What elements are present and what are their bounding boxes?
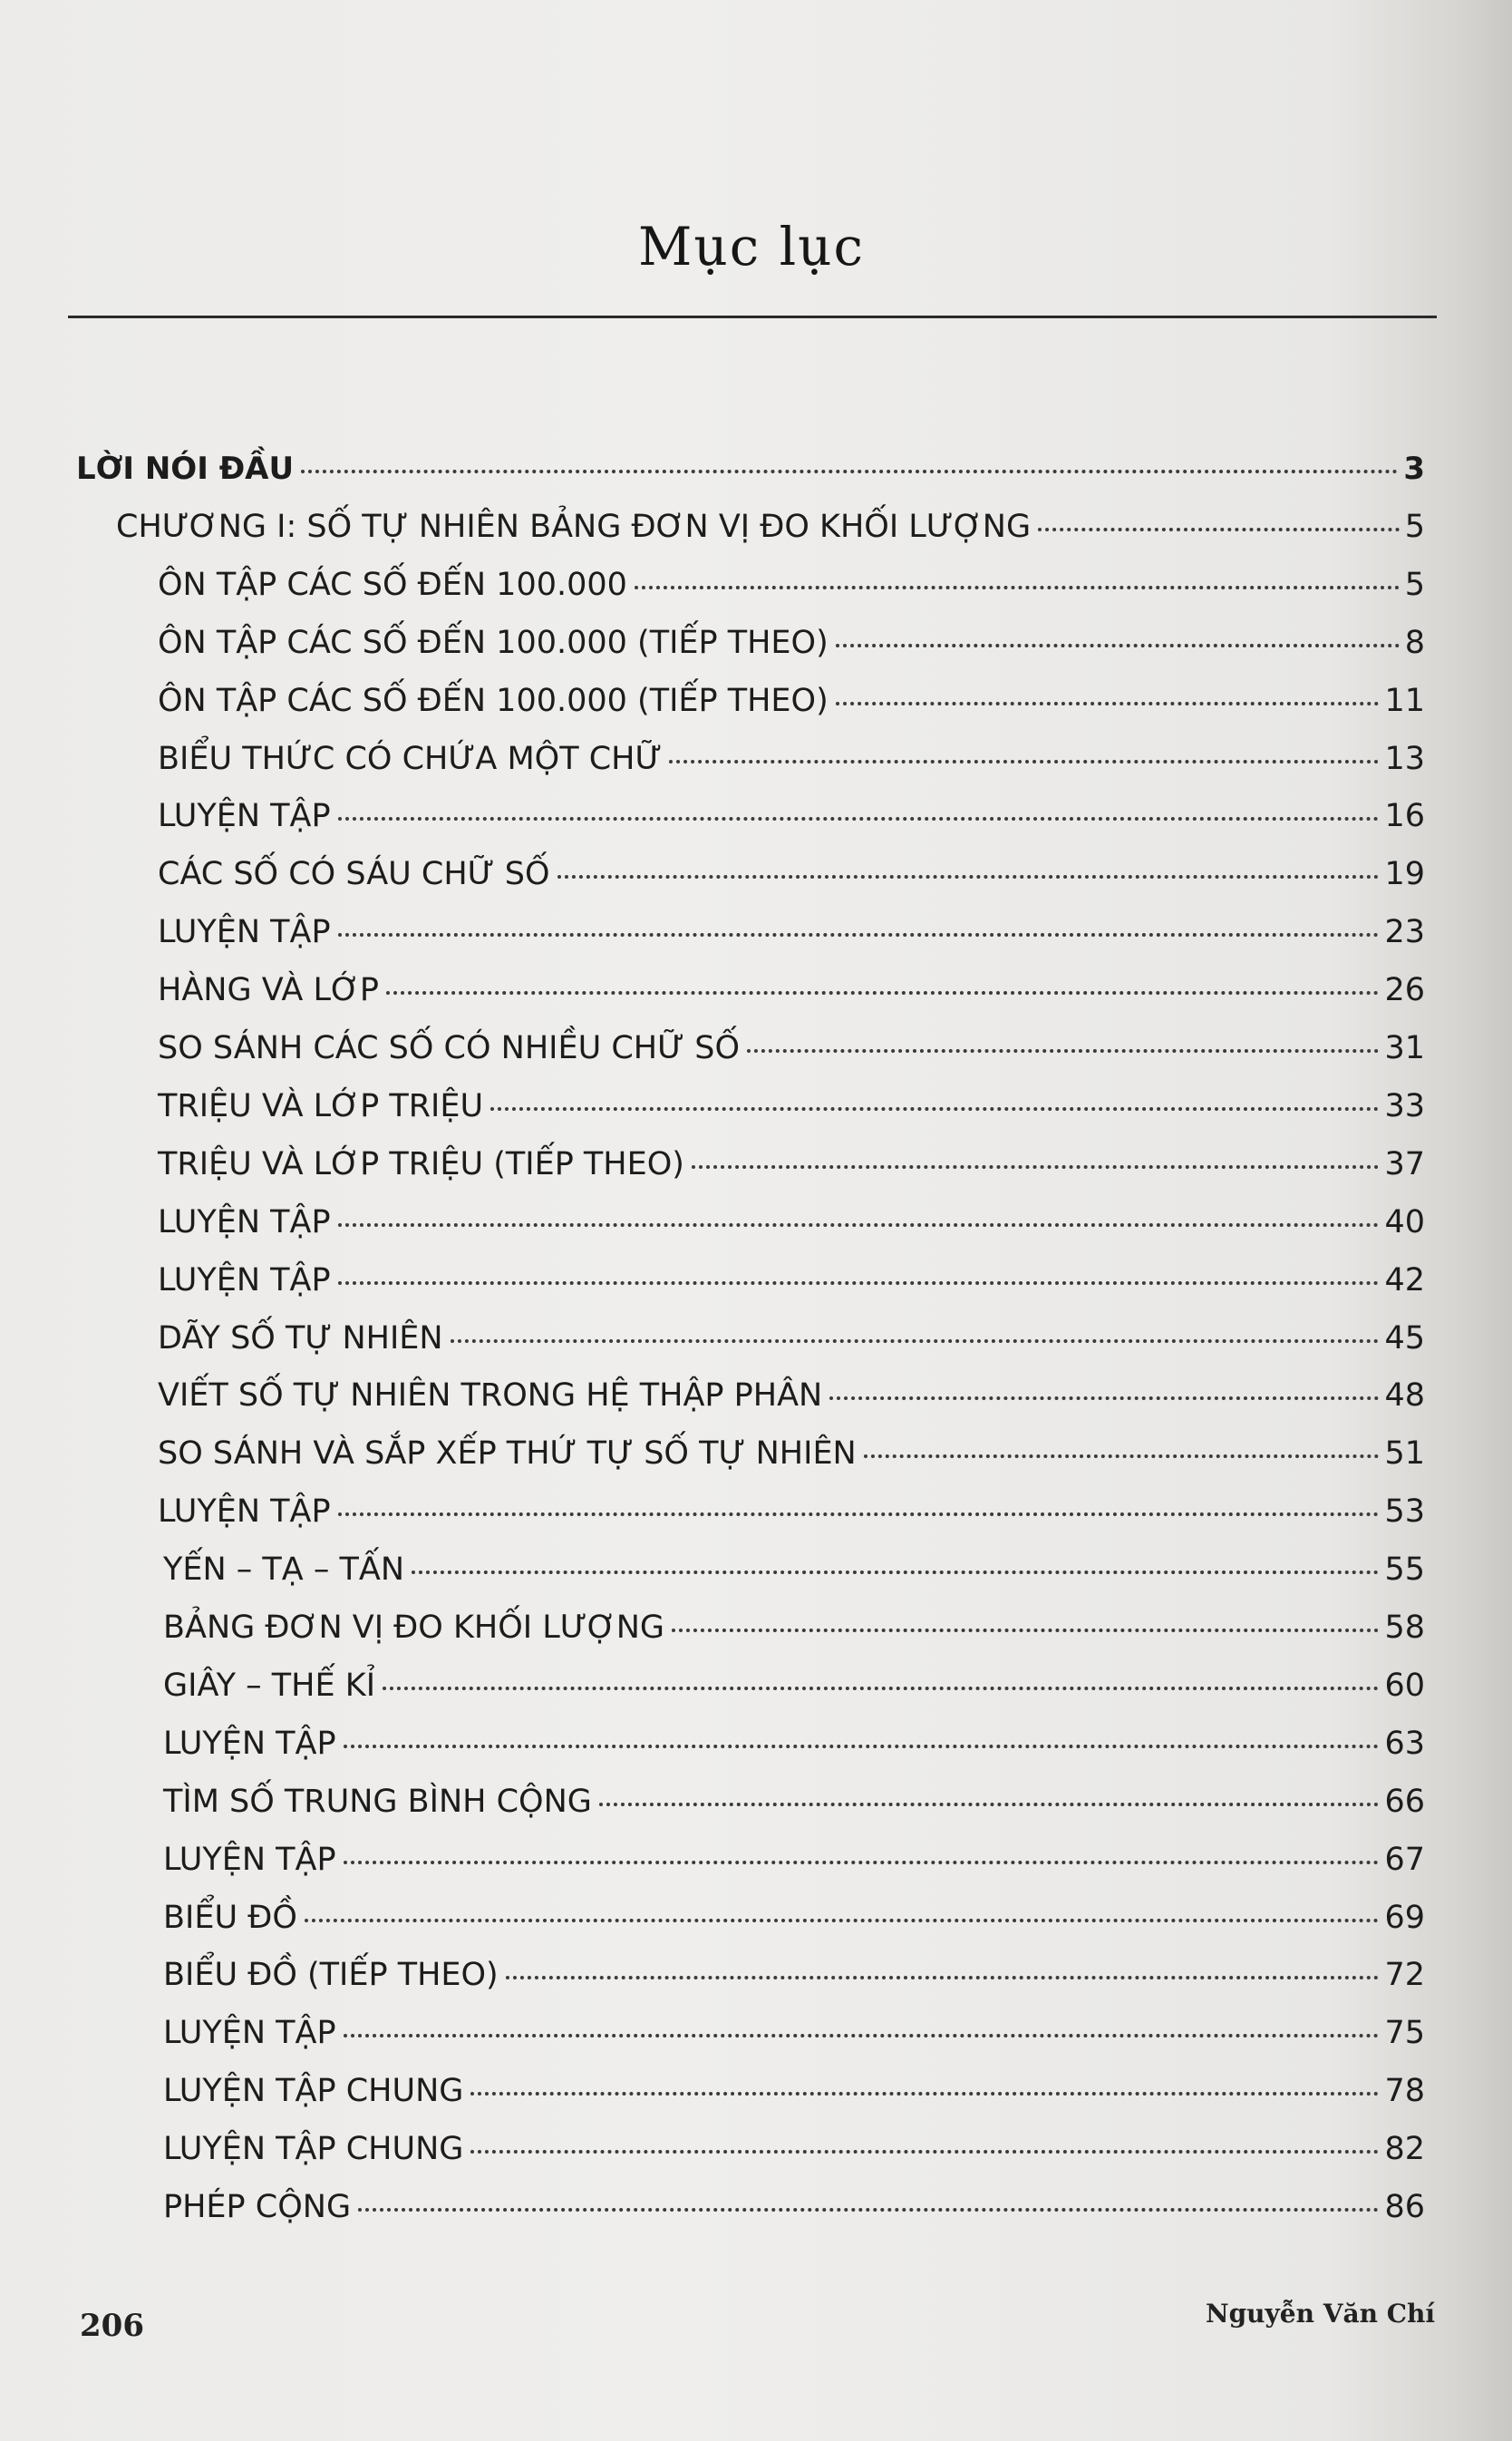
toc-entry-page: 55: [1384, 1551, 1425, 1589]
dot-leader: [692, 1165, 1380, 1169]
toc-entry: [76, 442, 1425, 495]
toc-entry: [158, 675, 1425, 727]
toc-entry-page: 45: [1384, 1319, 1425, 1357]
dot-leader: [301, 470, 1398, 473]
toc-entry-page: 5: [1404, 508, 1425, 545]
toc-entry-page: 78: [1384, 2073, 1425, 2110]
dot-leader: [672, 1629, 1379, 1632]
toc-entry: [158, 790, 1425, 842]
toc-entry: [163, 2181, 1425, 2233]
toc-entry: [158, 964, 1425, 1016]
toc-entry-page: 40: [1384, 1203, 1425, 1240]
dot-leader: [383, 1687, 1379, 1690]
toc-entry: [158, 906, 1425, 958]
toc-entry-title: TRIỆU VÀ LỚP TRIỆU (TIẾP THEO): [158, 1145, 684, 1182]
toc-entry-page: 26: [1384, 972, 1425, 1009]
toc-entry-title: BẢNG ĐƠN VỊ ĐO KHỐI LƯỢNG: [163, 1610, 665, 1646]
toc-entry-title: DÃY SỐ TỰ NHIÊN: [158, 1319, 443, 1357]
toc-entry-page: 60: [1384, 1667, 1425, 1704]
toc-entry-page: 31: [1384, 1030, 1425, 1066]
toc-entry-title: LUYỆN TẬP: [158, 1203, 331, 1240]
toc-entry-page: 51: [1384, 1435, 1425, 1473]
dot-leader: [470, 2092, 1379, 2096]
toc-entry: [163, 2123, 1425, 2175]
toc-entry-title: LUYỆN TẬP: [163, 2015, 336, 2052]
dot-leader: [338, 1281, 1380, 1285]
dot-leader: [1038, 528, 1400, 531]
toc-entry: [163, 1543, 1425, 1596]
toc-entry: [163, 1949, 1425, 2001]
dot-leader: [836, 702, 1380, 705]
toc-entry: [158, 1138, 1425, 1191]
toc-entry-page: 33: [1384, 1087, 1425, 1124]
toc-entry-page: 23: [1384, 914, 1425, 951]
dot-leader: [747, 1049, 1379, 1053]
toc-entry: [116, 501, 1425, 553]
toc-entry-title: TRIỆU VÀ LỚP TRIỆU: [158, 1087, 484, 1124]
toc-entry-page: 13: [1384, 740, 1425, 777]
toc-entry-title: ÔN TẬP CÁC SỐ ĐẾN 100.000 (TIẾP THEO): [158, 682, 829, 719]
page-title: Mục lục: [637, 216, 866, 277]
toc-entry-page: 67: [1384, 1841, 1425, 1878]
toc-entry-title: LỜI NÓI ĐẦU: [76, 451, 295, 487]
toc-entry-page: 66: [1384, 1783, 1425, 1820]
toc-entry: [158, 1254, 1425, 1307]
dot-leader: [490, 1107, 1379, 1111]
toc-entry-page: 5: [1404, 566, 1425, 603]
toc-entry-title: SO SÁNH VÀ SẮP XẾP THỨ TỰ SỐ TỰ NHIÊN: [158, 1435, 857, 1473]
dot-leader: [386, 991, 1379, 995]
dot-leader: [344, 1745, 1380, 1748]
toc-entry-title: LUYỆN TẬP CHUNG: [163, 2131, 464, 2168]
toc-entry-title: HÀNG VÀ LỚP: [158, 972, 380, 1009]
toc-entry: [163, 1601, 1425, 1654]
dot-leader: [599, 1803, 1380, 1806]
dot-leader: [338, 1512, 1380, 1516]
page-number: 206: [80, 2308, 144, 2344]
toc-entry-page: 42: [1384, 1261, 1425, 1298]
toc-entry-page: 82: [1384, 2131, 1425, 2168]
toc-entry-title: PHÉP CỘNG: [163, 2189, 352, 2225]
toc-entry: [158, 848, 1425, 900]
toc-entry: [158, 1312, 1425, 1365]
toc-entry: [158, 1022, 1425, 1075]
toc-entry-page: 58: [1384, 1610, 1425, 1646]
toc-entry-title: LUYỆN TẬP: [158, 914, 331, 951]
toc-entry-page: 75: [1384, 2015, 1425, 2052]
dot-leader: [451, 1339, 1380, 1343]
toc-entry-title: LUYỆN TẬP: [158, 798, 331, 835]
toc-entry: [158, 617, 1425, 669]
toc-entry-page: 72: [1384, 1957, 1425, 1994]
toc-entry: [158, 1196, 1425, 1249]
toc-entry: [163, 2065, 1425, 2117]
toc-entry-page: 53: [1384, 1493, 1425, 1531]
toc-entry: [158, 1427, 1425, 1480]
toc-entry-page: 37: [1384, 1145, 1425, 1182]
dot-leader: [470, 2150, 1379, 2154]
toc-entry: [163, 1659, 1425, 1712]
toc-entry-page: 8: [1404, 624, 1425, 661]
toc-entry: [163, 1833, 1425, 1886]
dot-leader: [829, 1396, 1379, 1400]
dot-leader: [864, 1454, 1380, 1458]
dot-leader: [344, 2034, 1380, 2037]
dot-leader: [305, 1919, 1380, 1922]
toc-entry-title: TÌM SỐ TRUNG BÌNH CỘNG: [163, 1783, 592, 1820]
toc-entry-page: 86: [1384, 2189, 1425, 2225]
dot-leader: [635, 586, 1400, 589]
toc-entry-title: LUYỆN TẬP: [163, 1725, 336, 1762]
toc-entry-page: 69: [1384, 1899, 1425, 1936]
toc-entry-title: LUYỆN TẬP CHUNG: [163, 2073, 464, 2110]
toc-entry-title: SO SÁNH CÁC SỐ CÓ NHIỀU CHỮ SỐ: [158, 1030, 741, 1066]
toc-entry-title: BIỂU THỨC CÓ CHỨA MỘT CHỮ: [158, 740, 663, 777]
dot-leader: [506, 1976, 1380, 1979]
toc-entry-page: 3: [1403, 451, 1425, 487]
dot-leader: [669, 760, 1379, 763]
dot-leader: [836, 644, 1400, 647]
title-divider: [68, 316, 1437, 318]
dot-leader: [338, 817, 1380, 821]
dot-leader: [412, 1571, 1379, 1574]
toc-entry-title: ÔN TẬP CÁC SỐ ĐẾN 100.000: [158, 566, 627, 603]
dot-leader: [344, 1861, 1380, 1864]
toc-entry-title: GIÂY – THẾ KỈ: [163, 1667, 376, 1704]
toc-entry: [158, 1080, 1425, 1133]
toc-entry-page: 16: [1384, 798, 1425, 835]
toc-entry: [163, 2007, 1425, 2059]
dot-leader: [338, 933, 1380, 937]
dot-leader: [358, 2208, 1379, 2212]
toc-entry-page: 48: [1384, 1377, 1425, 1415]
dot-leader: [557, 875, 1380, 879]
toc-entry: [163, 1892, 1425, 1944]
toc-entry-title: LUYỆN TẬP: [158, 1261, 331, 1298]
toc-entry: [158, 559, 1425, 611]
toc-entry-page: 63: [1384, 1725, 1425, 1762]
toc-entry-title: ÔN TẬP CÁC SỐ ĐẾN 100.000 (TIẾP THEO): [158, 624, 829, 661]
toc-entry-title: LUYỆN TẬP: [158, 1493, 331, 1531]
toc-entry-title: BIỂU ĐỒ: [163, 1899, 297, 1936]
toc-entry-title: CÁC SỐ CÓ SÁU CHỮ SỐ: [158, 856, 550, 893]
dot-leader: [338, 1223, 1380, 1227]
toc-entry-title: VIẾT SỐ TỰ NHIÊN TRONG HỆ THẬP PHÂN: [158, 1377, 823, 1415]
toc-entry: [158, 1369, 1425, 1422]
toc-entry: [158, 1485, 1425, 1538]
toc-entry: [163, 1775, 1425, 1828]
toc-entry: [163, 1717, 1425, 1770]
toc-entry-title: YẾN – TẠ – TẤN: [163, 1551, 405, 1589]
toc-entry-page: 19: [1384, 856, 1425, 893]
toc-entry: [158, 733, 1425, 785]
toc-entry-title: LUYỆN TẬP: [163, 1841, 336, 1878]
toc-entry-title: BIỂU ĐỒ (TIẾP THEO): [163, 1957, 499, 1994]
toc-entry-page: 11: [1384, 682, 1425, 719]
author-name: Nguyễn Văn Chí: [1206, 2299, 1435, 2329]
toc-entry-title: CHƯƠNG I: SỐ TỰ NHIÊN BẢNG ĐƠN VỊ ĐO KHỐI LƯỢNG: [116, 508, 1032, 545]
